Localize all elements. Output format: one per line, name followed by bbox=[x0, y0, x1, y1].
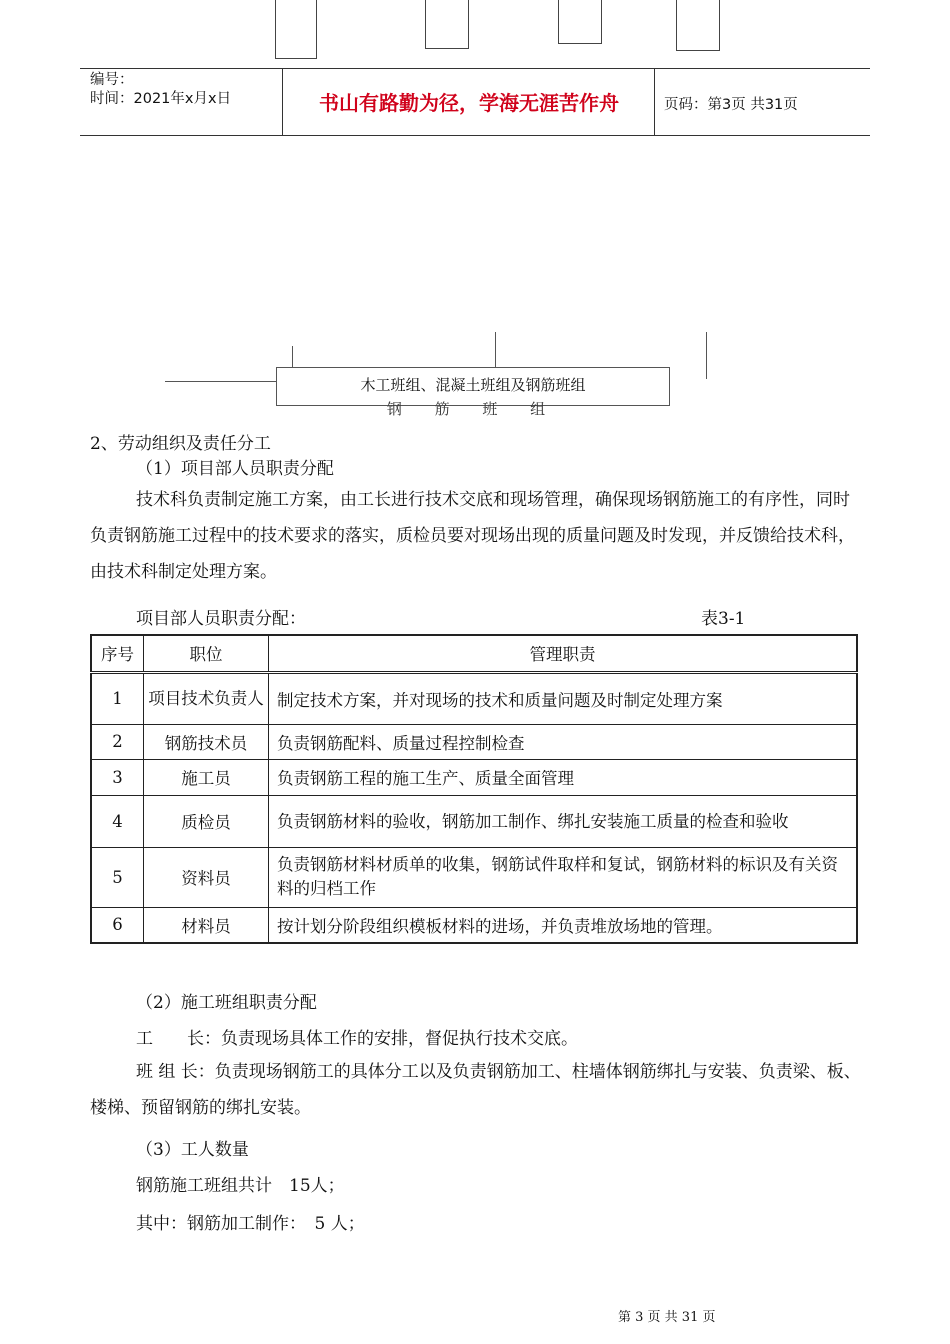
responsibility-table bbox=[90, 634, 858, 944]
row-position: 材料员 bbox=[144, 907, 269, 943]
header-bottom-rule bbox=[80, 135, 870, 136]
table-number: 表3-1 bbox=[701, 609, 746, 629]
header-divider bbox=[282, 68, 283, 135]
row-no: 6 bbox=[91, 907, 144, 943]
table-row bbox=[91, 907, 857, 943]
org-chart-box-label: 木工班组、混凝土班组及钢筋班组 bbox=[360, 376, 586, 394]
header-cell-duty: 管理职责 bbox=[269, 635, 858, 672]
row-duty: 按计划分阶段组织模板材料的进场，并负责堆放场地的管理。 bbox=[269, 907, 858, 943]
body-paragraph: 技术科负责制定施工方案，由工长进行技术交底和现场管理，确保现场钢筋施工的有序性，同时负责钢筋施工过程中的技术要求的落实，质检员要对现场出现的质量问题及时发现，并反馈给技术科，由技术科制定处理方案。 bbox=[90, 490, 855, 582]
row-duty: 负责钢筋材料材质单的收集，钢筋试件取样和复试，钢筋材料的标识及有关资料的归档工作 bbox=[269, 847, 858, 907]
row-position: 施工员 bbox=[144, 759, 269, 795]
org-chart-connector bbox=[495, 332, 496, 368]
document-number-label: 编号： bbox=[90, 72, 134, 88]
org-chart-connector bbox=[165, 381, 277, 382]
table-header-row bbox=[91, 635, 857, 672]
header-motto: 书山有路勤为径，学海无涯苦作舟 bbox=[319, 91, 619, 115]
page-footer: 第 3 页 共 31 页 bbox=[618, 1310, 716, 1325]
row-no: 2 bbox=[91, 724, 144, 759]
org-chart-cut-label: 钢 筋 班 组 bbox=[386, 400, 560, 418]
row-no: 4 bbox=[91, 795, 144, 847]
team-leader-duty: 班 组 长：负责现场钢筋工的具体分工以及负责钢筋加工、柱墙体钢筋绑扎与安装、负责梁、板、楼梯、预留钢筋的绑扎安装。 bbox=[90, 1062, 861, 1118]
worker-processing: 其中：钢筋加工制作： 5 人； bbox=[136, 1214, 365, 1234]
document-time: 时间：2021年x月x日 bbox=[90, 91, 232, 107]
table-row bbox=[91, 847, 857, 907]
org-chart-box-fragment bbox=[676, 0, 720, 51]
org-chart-box-fragment bbox=[275, 0, 317, 59]
subsection-heading: （1）项目部人员职责分配 bbox=[136, 459, 334, 479]
table-caption: 项目部人员职责分配： bbox=[136, 609, 306, 629]
org-chart-connector bbox=[292, 346, 293, 368]
table-row bbox=[91, 759, 857, 795]
org-chart-team-box bbox=[276, 367, 670, 418]
row-position: 质检员 bbox=[144, 795, 269, 847]
header-page-info: 页码：第3页 共31页 bbox=[664, 97, 798, 113]
row-duty: 负责钢筋工程的施工生产、质量全面管理 bbox=[269, 759, 858, 795]
row-duty: 负责钢筋配料、质量过程控制检查 bbox=[269, 724, 858, 759]
foreman-duty: 工 长：负责现场具体工作的安排，督促执行技术交底。 bbox=[136, 1029, 578, 1049]
header-meta bbox=[90, 71, 231, 109]
table-row bbox=[91, 672, 857, 724]
org-chart-box-fragment bbox=[558, 0, 602, 44]
row-no: 3 bbox=[91, 759, 144, 795]
header-cell-no: 序号 bbox=[91, 635, 144, 672]
row-position: 项目技术负责人 bbox=[144, 672, 269, 724]
row-duty: 制定技术方案，并对现场的技术和质量问题及时制定处理方案 bbox=[269, 672, 858, 724]
row-position: 钢筋技术员 bbox=[144, 724, 269, 759]
section-heading: 2、劳动组织及责任分工 bbox=[90, 434, 271, 454]
header-divider bbox=[654, 68, 655, 135]
row-no: 5 bbox=[91, 847, 144, 907]
table-row bbox=[91, 724, 857, 759]
row-no: 1 bbox=[91, 672, 144, 724]
worker-total: 钢筋施工班组共计 15人； bbox=[136, 1176, 345, 1196]
row-position: 资料员 bbox=[144, 847, 269, 907]
org-chart-connector bbox=[706, 332, 707, 379]
org-chart-box-fragment bbox=[425, 0, 469, 49]
subsection-heading: （3）工人数量 bbox=[136, 1140, 249, 1160]
header-cell-position: 职位 bbox=[144, 635, 269, 672]
row-duty: 负责钢筋材料的验收，钢筋加工制作、绑扎安装施工质量的检查和验收 bbox=[269, 795, 858, 847]
table-row bbox=[91, 795, 857, 847]
subsection-heading: （2）施工班组职责分配 bbox=[136, 993, 317, 1013]
